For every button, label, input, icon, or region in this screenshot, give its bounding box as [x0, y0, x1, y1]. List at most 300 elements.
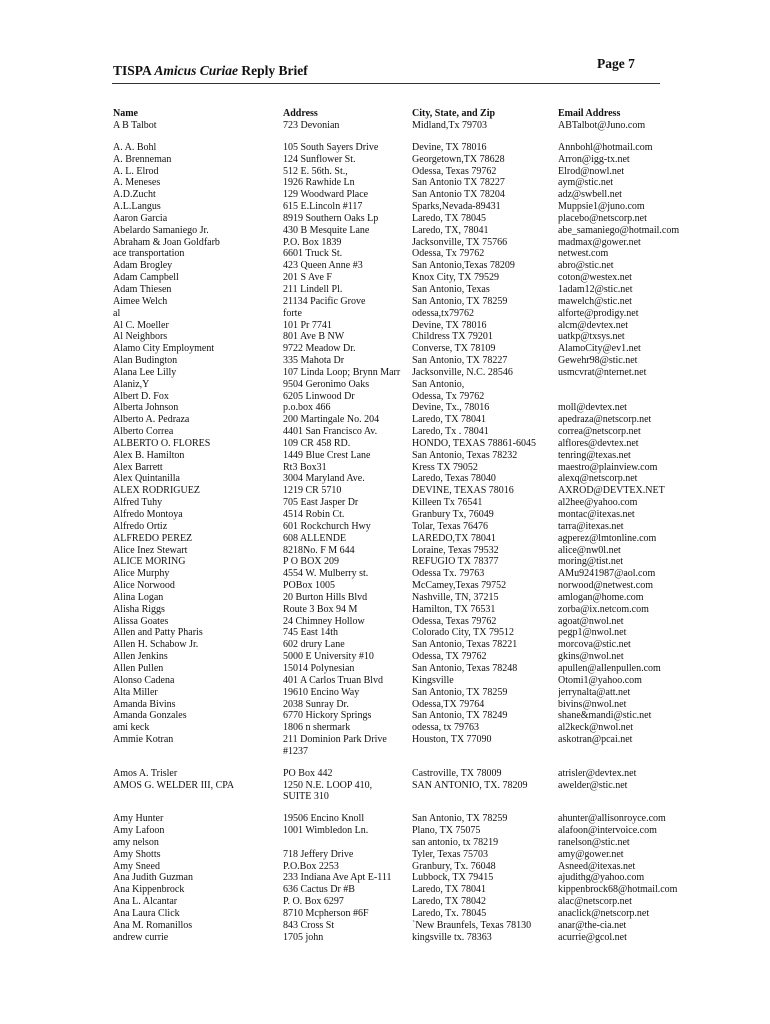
cell-email: Asneed@itexas.net	[558, 860, 636, 872]
cell-name: Amy Shotts	[113, 848, 161, 860]
table-row	[0, 426, 770, 438]
header-rule	[112, 83, 660, 84]
table-row	[0, 604, 770, 616]
cell-city: Odessa, TX 79762	[412, 651, 487, 663]
cell-name: Alfredo Montoya	[113, 509, 183, 520]
table-row	[0, 825, 770, 837]
cell-name: A B Talbot	[113, 120, 157, 131]
table-row	[0, 154, 770, 166]
page-number: Page 7	[597, 56, 635, 71]
table-row	[0, 884, 770, 896]
cell-city: Georgetown,TX 78628	[412, 153, 505, 165]
table-row	[0, 710, 770, 722]
table-row	[0, 592, 770, 604]
cell-email: AMu9241987@aol.com	[558, 568, 656, 580]
cell-name: Ana L. Alcantar	[113, 896, 178, 908]
cell-email: ahunter@allisonroyce.com	[558, 813, 666, 825]
cell-name: ALICE MORING	[113, 556, 186, 568]
cell-email: kippenbrock68@hotmail.com	[558, 884, 678, 896]
cell-email: usmcvrat@nternet.net	[558, 366, 647, 378]
table-row	[0, 166, 770, 178]
table-row	[0, 260, 770, 272]
table-row	[0, 908, 770, 920]
cell-address: 4514 Robin Ct.	[283, 509, 345, 520]
document-title	[113, 63, 308, 79]
table-row	[0, 237, 770, 249]
table-row	[0, 932, 770, 944]
cell-city: Colorado City, TX 79512	[412, 627, 514, 639]
cell-email: coton@westex.net	[558, 272, 632, 284]
cell-address: p.o.box 466	[283, 402, 331, 414]
cell-email: montac@itexas.net	[558, 509, 635, 520]
table-row	[0, 780, 770, 792]
cell-email: adz@swbell.net	[558, 189, 622, 201]
cell-city: Laredo, TX 78042	[412, 896, 486, 908]
cell-name: ace transportation	[113, 248, 185, 260]
cell-city: san antonio, tx 78219	[412, 836, 499, 848]
cell-address: P.O.Box 2253	[283, 860, 339, 872]
cell-email: alice@nw0l.net	[558, 544, 621, 556]
cell-name: Ana Judith Guzman	[113, 872, 193, 884]
cell-name: A. Meneses	[113, 177, 161, 189]
cell-city: Tolar, Texas 76476	[412, 520, 489, 532]
title-italic: Amicus Curiae	[154, 63, 239, 78]
cell-city: Odessa, Tx 79762	[412, 248, 485, 260]
cell-name: Al Neighbors	[113, 331, 168, 343]
cell-name: ALBERTO O. FLORES	[113, 437, 211, 449]
cell-email: bivins@nwol.net	[558, 698, 627, 710]
cell-email: abe_samaniego@hotmail.com	[558, 224, 680, 236]
cell-email: norwood@netwest.com	[558, 580, 654, 592]
cell-city: Converse, TX 78109	[412, 343, 496, 355]
cell-email: correa@netscorp.net	[558, 426, 641, 438]
cell-address: 5000 E University #10	[283, 651, 374, 663]
table-row	[0, 308, 770, 320]
cell-address: 602 drury Lane	[283, 639, 345, 651]
cell-city: Nashville, TN, 37215	[412, 591, 499, 603]
table-row	[0, 580, 770, 592]
cell-address: 423 Queen Anne #3	[283, 260, 363, 272]
cell-city: HONDO, TEXAS 78861-6045	[412, 437, 536, 449]
cell-city: Kingsville	[412, 674, 454, 686]
cell-address: 109 CR 458 RD.	[283, 437, 351, 449]
cell-address: Route 3 Box 94 M	[283, 603, 358, 615]
title-prefix: TISPA	[113, 63, 155, 78]
cell-city: Jacksonville, N.C. 28546	[412, 366, 513, 378]
cell-email: alflores@devtex.net	[558, 437, 639, 449]
table-row	[0, 896, 770, 908]
cell-email: AlamoCity@ev1.net	[558, 343, 641, 355]
cell-email: AXROD@DEVTEX.NET	[558, 485, 665, 497]
cell-email: Muppsie1@juno.com	[558, 201, 645, 213]
cell-name: Allen Jenkins	[113, 651, 168, 663]
cell-address: 1705 john	[283, 931, 324, 943]
table-row	[0, 320, 770, 332]
cell-address: 615 E.Lincoln #117	[283, 201, 363, 213]
cell-name: Adam Brogley	[113, 260, 173, 272]
table-row	[0, 556, 770, 568]
cell-address: 6205 Linwood Dr	[283, 390, 355, 402]
cell-city: Odessa Tx. 79763	[412, 568, 485, 580]
table-row	[0, 509, 770, 521]
cell-city: Sparks,Nevada-89431	[412, 201, 501, 213]
cell-name: Alina Logan	[113, 591, 164, 603]
table-row	[0, 568, 770, 580]
header-name: Name	[113, 108, 138, 119]
table-row	[0, 177, 770, 189]
cell-city: San Antonio,Texas 78209	[412, 260, 515, 272]
cell-address: POBox 1005	[283, 580, 335, 592]
cell-address: 745 East 14th	[283, 627, 338, 639]
cell-name: Alaniz,Y	[113, 378, 150, 390]
cell-city: Devine, Tx., 78016	[412, 402, 490, 414]
cell-address: 105 South Sayers Drive	[283, 141, 379, 153]
cell-city: Childress TX 79201	[412, 331, 493, 343]
cell-name: A.L.Langus	[113, 201, 161, 213]
cell-name: ALFREDO PEREZ	[113, 532, 193, 544]
cell-name: Alta Miller	[113, 686, 158, 698]
cell-address: 1001 Wimbledon Ln.	[283, 825, 369, 837]
cell-city: Laredo, TX 78045	[412, 212, 486, 224]
cell-city: Granbury, Tx. 76048	[412, 860, 496, 872]
cell-email: moll@devtex.net	[558, 402, 627, 414]
cell-email: awelder@stic.net	[558, 779, 628, 791]
cell-address: 430 B Mesquite Lane	[283, 224, 370, 236]
cell-address: P O BOX 209	[283, 556, 340, 568]
cell-city: Laredo, TX 78041	[412, 414, 486, 426]
cell-email: ajudithg@yahoo.com	[558, 872, 645, 884]
cell-address: 19506 Encino Knoll	[283, 813, 365, 825]
cell-name: Alissa Goates	[113, 615, 169, 627]
cell-email: Gewehr98@stic.net	[558, 355, 638, 367]
cell-city: San Antonio, TX 78249	[412, 710, 508, 722]
cell-address: 8710 Mcpherson #6F	[283, 908, 369, 919]
table-row	[0, 331, 770, 343]
cell-address: 9722 Meadow Dr.	[283, 343, 356, 355]
cell-address: 843 Cross St	[283, 919, 335, 931]
cell-email: alexq@netscorp.net	[558, 473, 638, 485]
cell-email: al2keck@nwol.net	[558, 722, 634, 734]
cell-address: 601 Rockchurch Hwy	[283, 520, 371, 532]
table-row	[0, 367, 770, 379]
cell-city: San Antonio, Texas 78232	[412, 449, 518, 461]
cell-city: SAN ANTONIO, TX. 78209	[412, 779, 528, 791]
table-row	[0, 746, 770, 758]
cell-email: ranelson@stic.net	[558, 836, 630, 848]
table-row	[0, 485, 770, 497]
cell-name: Allen and Patty Pharis	[113, 627, 203, 639]
cell-name: Ana Laura Click	[113, 908, 180, 919]
cell-email: atrisler@devtex.net	[558, 767, 637, 779]
table-row	[0, 450, 770, 462]
cell-name: Albert D. Fox	[113, 390, 169, 402]
cell-address: 1219 CR 5710	[283, 485, 342, 497]
cell-email: maestro@plainview.com	[558, 461, 658, 473]
table-row	[0, 120, 770, 132]
cell-city: Laredo, Tx. 78045	[412, 908, 487, 919]
cell-city: LAREDO,TX 78041	[412, 532, 496, 544]
cell-address: 1449 Blue Crest Lane	[283, 449, 371, 461]
cell-name: A. Brenneman	[113, 153, 172, 165]
cell-name: A.D.Zucht	[113, 189, 156, 201]
cell-name: Alfredo Ortiz	[113, 520, 168, 532]
cell-email: amlogan@home.com	[558, 591, 644, 603]
cell-address: 705 East Jasper Dr	[283, 497, 359, 509]
cell-city: San Antonio,	[412, 378, 465, 390]
cell-name: Aaron Garcia	[113, 212, 168, 224]
cell-email: anaclick@netscorp.net	[558, 908, 650, 919]
cell-address: 636 Cactus Dr #B	[283, 884, 355, 896]
cell-address: P.O. Box 1839	[283, 236, 342, 248]
cell-address: 335 Mahota Dr	[283, 355, 345, 367]
cell-email: alforte@prodigy.net	[558, 307, 639, 319]
table-row	[0, 248, 770, 260]
cell-city: San Antonio, TX 78259	[412, 295, 508, 307]
column-headers	[0, 108, 770, 120]
cell-name: Adam Thiesen	[113, 283, 172, 295]
cell-address: 1806 n shermark	[283, 722, 351, 734]
header-city: City, State, and Zip	[412, 108, 496, 119]
title-suffix: Reply Brief	[238, 63, 308, 78]
cell-address: 401 A Carlos Truan Blvd	[283, 674, 384, 686]
cell-name: A. A. Bohl	[113, 141, 157, 153]
table-row	[0, 675, 770, 687]
header-email: Email Address	[558, 108, 621, 119]
cell-city: DEVINE, TEXAS 78016	[412, 485, 514, 497]
cell-address: 512 E. 56th. St.,	[283, 165, 348, 177]
cell-city: Jacksonville, TX 75766	[412, 236, 508, 248]
cell-name: Allen Pullen	[113, 662, 164, 674]
cell-name: Ana M. Romanillos	[113, 919, 193, 931]
cell-email: jerrynalta@att.net	[558, 686, 631, 698]
cell-city: San Antonio, TX 78259	[412, 813, 508, 825]
cell-email: Annbohl@hotmail.com	[558, 141, 653, 153]
cell-email: alafoon@intervoice.com	[558, 825, 657, 837]
cell-name: Aimee Welch	[113, 295, 168, 307]
table-row	[0, 639, 770, 651]
cell-email: alcm@devtex.net	[558, 319, 629, 331]
table-row	[0, 225, 770, 237]
cell-name: Amos A. Trisler	[113, 767, 178, 779]
cell-email: alac@netscorp.net	[558, 896, 632, 908]
cell-name: Alamo City Employment	[113, 343, 215, 355]
group-gap	[0, 758, 770, 768]
cell-address: 19610 Encino Way	[283, 686, 360, 698]
cell-address: PO Box 442	[283, 767, 333, 779]
table-row	[0, 920, 770, 932]
table-row	[0, 272, 770, 284]
cell-email: agperez@lmtonline.com	[558, 532, 657, 544]
table-row	[0, 355, 770, 367]
cell-name: Amanda Gonzales	[113, 710, 187, 722]
cell-email: pegp1@nwol.net	[558, 627, 627, 639]
cell-name: amy nelson	[113, 836, 159, 848]
table-row	[0, 545, 770, 557]
cell-address: 718 Jeffery Drive	[283, 848, 354, 860]
cell-city: Houston, TX 77090	[412, 734, 492, 746]
cell-city: Odessa, Tx 79762	[412, 390, 485, 402]
cell-city: Laredo, Texas 78040	[412, 473, 496, 485]
table-row	[0, 402, 770, 414]
cell-address: 124 Sunflower St.	[283, 153, 356, 165]
cell-name: Alex B. Hamilton	[113, 449, 185, 461]
table-row	[0, 687, 770, 699]
cell-email: placebo@netscorp.net	[558, 212, 647, 224]
table-row	[0, 722, 770, 734]
cell-address: 21134 Pacific Grove	[283, 295, 366, 307]
cell-address: 2038 Sunray Dr.	[283, 698, 349, 710]
cell-name: Abelardo Samaniego Jr.	[113, 224, 209, 236]
cell-email: aym@stic.net	[558, 177, 614, 189]
cell-address: forte	[283, 307, 302, 319]
table-row	[0, 497, 770, 509]
cell-address: SUITE 310	[283, 791, 329, 803]
cell-name: AMOS G. WELDER III, CPA	[113, 779, 235, 791]
cell-name: Alex Barrett	[113, 461, 163, 473]
table-row	[0, 861, 770, 873]
table-row	[0, 213, 770, 225]
cell-address: 1250 N.E. LOOP 410,	[283, 779, 373, 791]
cell-city: kingsville tx. 78363	[412, 931, 492, 943]
table-row	[0, 533, 770, 545]
table-row	[0, 189, 770, 201]
cell-address: 20 Burton Hills Blvd	[283, 591, 368, 603]
cell-city: Devine, TX 78016	[412, 141, 487, 153]
cell-name: Alana Lee Lilly	[113, 366, 177, 378]
table-row	[0, 414, 770, 426]
cell-city: Lubbock, TX 79415	[412, 872, 494, 884]
cell-name: andrew currie	[113, 931, 169, 943]
cell-city: San Antonio, TX 78227	[412, 355, 508, 367]
cell-city: Tyler, Texas 75703	[412, 848, 489, 860]
contact-list	[0, 120, 770, 944]
cell-address: 211 Lindell Pl.	[283, 283, 343, 295]
table-row	[0, 473, 770, 485]
cell-city: Plano, TX 75075	[412, 825, 481, 837]
cell-address: P. O. Box 6297	[283, 896, 344, 908]
cell-email: agoat@nwol.net	[558, 615, 624, 627]
cell-city: Kress TX 79052	[412, 461, 478, 473]
cell-name: Alberto A. Pedraza	[113, 414, 190, 426]
cell-email: mawelch@stic.net	[558, 295, 632, 307]
cell-address: 101 Pr 7741	[283, 319, 332, 331]
table-row	[0, 284, 770, 296]
cell-city: Devine, TX 78016	[412, 319, 487, 331]
cell-city: REFUGIO TX 78377	[412, 556, 499, 568]
cell-city: Laredo, Tx . 78041	[412, 426, 489, 438]
cell-name: Ana Kippenbrock	[113, 884, 185, 896]
cell-address: 6601 Truck St.	[283, 248, 343, 260]
cell-address: 4554 W. Mulberry st.	[283, 568, 369, 580]
cell-city: Castroville, TX 78009	[412, 767, 502, 779]
table-row	[0, 651, 770, 663]
table-row	[0, 438, 770, 450]
cell-address: #1237	[283, 745, 308, 757]
table-row	[0, 872, 770, 884]
cell-name: Amanda Bivins	[113, 698, 176, 710]
cell-address: Rt3 Box31	[283, 461, 327, 473]
cell-name: Alberto Correa	[113, 426, 174, 438]
cell-name: Abraham & Joan Goldfarb	[113, 236, 220, 248]
cell-name: Amy Sneed	[113, 860, 160, 872]
cell-city: San Antonio, Texas 78221	[412, 639, 518, 651]
cell-city: San Antonio, Texas 78248	[412, 662, 518, 674]
cell-email: gkins@nwol.net	[558, 651, 624, 663]
cell-email: acurrie@gcol.net	[558, 931, 627, 943]
cell-address: 608 ALLENDE	[283, 532, 347, 544]
table-row	[0, 379, 770, 391]
table-row	[0, 734, 770, 746]
cell-address: 1926 Rawhide Ln	[283, 177, 355, 189]
cell-email: tarra@itexas.net	[558, 520, 624, 532]
cell-email: netwest.com	[558, 248, 609, 260]
cell-city: Odessa, Texas 79762	[412, 615, 497, 627]
cell-email: Otomi1@yahoo.com	[558, 674, 642, 686]
cell-address: 233 Indiana Ave Apt E-111	[283, 872, 392, 884]
cell-email: morcova@stic.net	[558, 639, 631, 651]
cell-address: 8919 Southern Oaks Lp	[283, 212, 379, 224]
cell-email: abro@stic.net	[558, 260, 614, 272]
table-row	[0, 791, 770, 803]
table-row	[0, 343, 770, 355]
cell-name: Al C. Moeller	[113, 319, 169, 331]
cell-email: uatkp@txsys.net	[558, 331, 625, 343]
cell-name: al	[113, 307, 121, 319]
table-row	[0, 813, 770, 825]
cell-email: al2hee@yahoo.com	[558, 497, 638, 509]
cell-name: Alberta Johnson	[113, 402, 179, 414]
table-row	[0, 837, 770, 849]
table-row	[0, 663, 770, 675]
cell-email: tenring@texas.net	[558, 449, 631, 461]
cell-email: 1adam12@stic.net	[558, 283, 633, 295]
cell-name: ami keck	[113, 722, 150, 734]
cell-city: San Antonio TX 78204	[412, 189, 505, 201]
table-row	[0, 462, 770, 474]
cell-city: San Antonio TX 78227	[412, 177, 505, 189]
cell-address: 211 Dominion Park Drive	[283, 734, 387, 746]
cell-city: Laredo, TX, 78041	[412, 224, 489, 236]
cell-city: McCamey,Texas 79752	[412, 580, 507, 592]
cell-email: madmax@gower.net	[558, 236, 641, 248]
cell-email: anar@the-cia.net	[558, 919, 627, 931]
table-row	[0, 849, 770, 861]
cell-city: Midland,Tx 79703	[412, 120, 487, 131]
cell-name: Alex Quintanilla	[113, 473, 180, 485]
cell-city: San Antonio, Texas	[412, 283, 490, 295]
cell-name: Alice Murphy	[113, 568, 170, 580]
table-row	[0, 142, 770, 154]
cell-email: askotran@pcai.net	[558, 734, 633, 746]
cell-email: apullen@allenpullen.com	[558, 662, 661, 674]
cell-email: shane&mandi@stic.net	[558, 710, 652, 722]
cell-name: Alfred Tuhy	[113, 497, 163, 509]
header-address: Address	[283, 108, 318, 119]
cell-email: ABTalbot@Juno.com	[558, 120, 646, 131]
cell-email: Arron@igg-tx.net	[558, 153, 630, 165]
cell-email: apedraza@netscorp.net	[558, 414, 652, 426]
cell-city: Knox City, TX 79529	[412, 272, 499, 284]
table-row	[0, 296, 770, 308]
table-row	[0, 627, 770, 639]
cell-city: `New Braunfels, Texas 78130	[412, 919, 532, 931]
group-gap	[0, 132, 770, 142]
cell-address: 201 S Ave F	[283, 272, 332, 284]
cell-address: 4401 San Francisco Av.	[283, 426, 378, 438]
cell-city: Laredo, TX 78041	[412, 884, 486, 896]
cell-name: A. L. Elrod	[113, 165, 159, 177]
cell-email: moring@tist.net	[558, 556, 624, 568]
